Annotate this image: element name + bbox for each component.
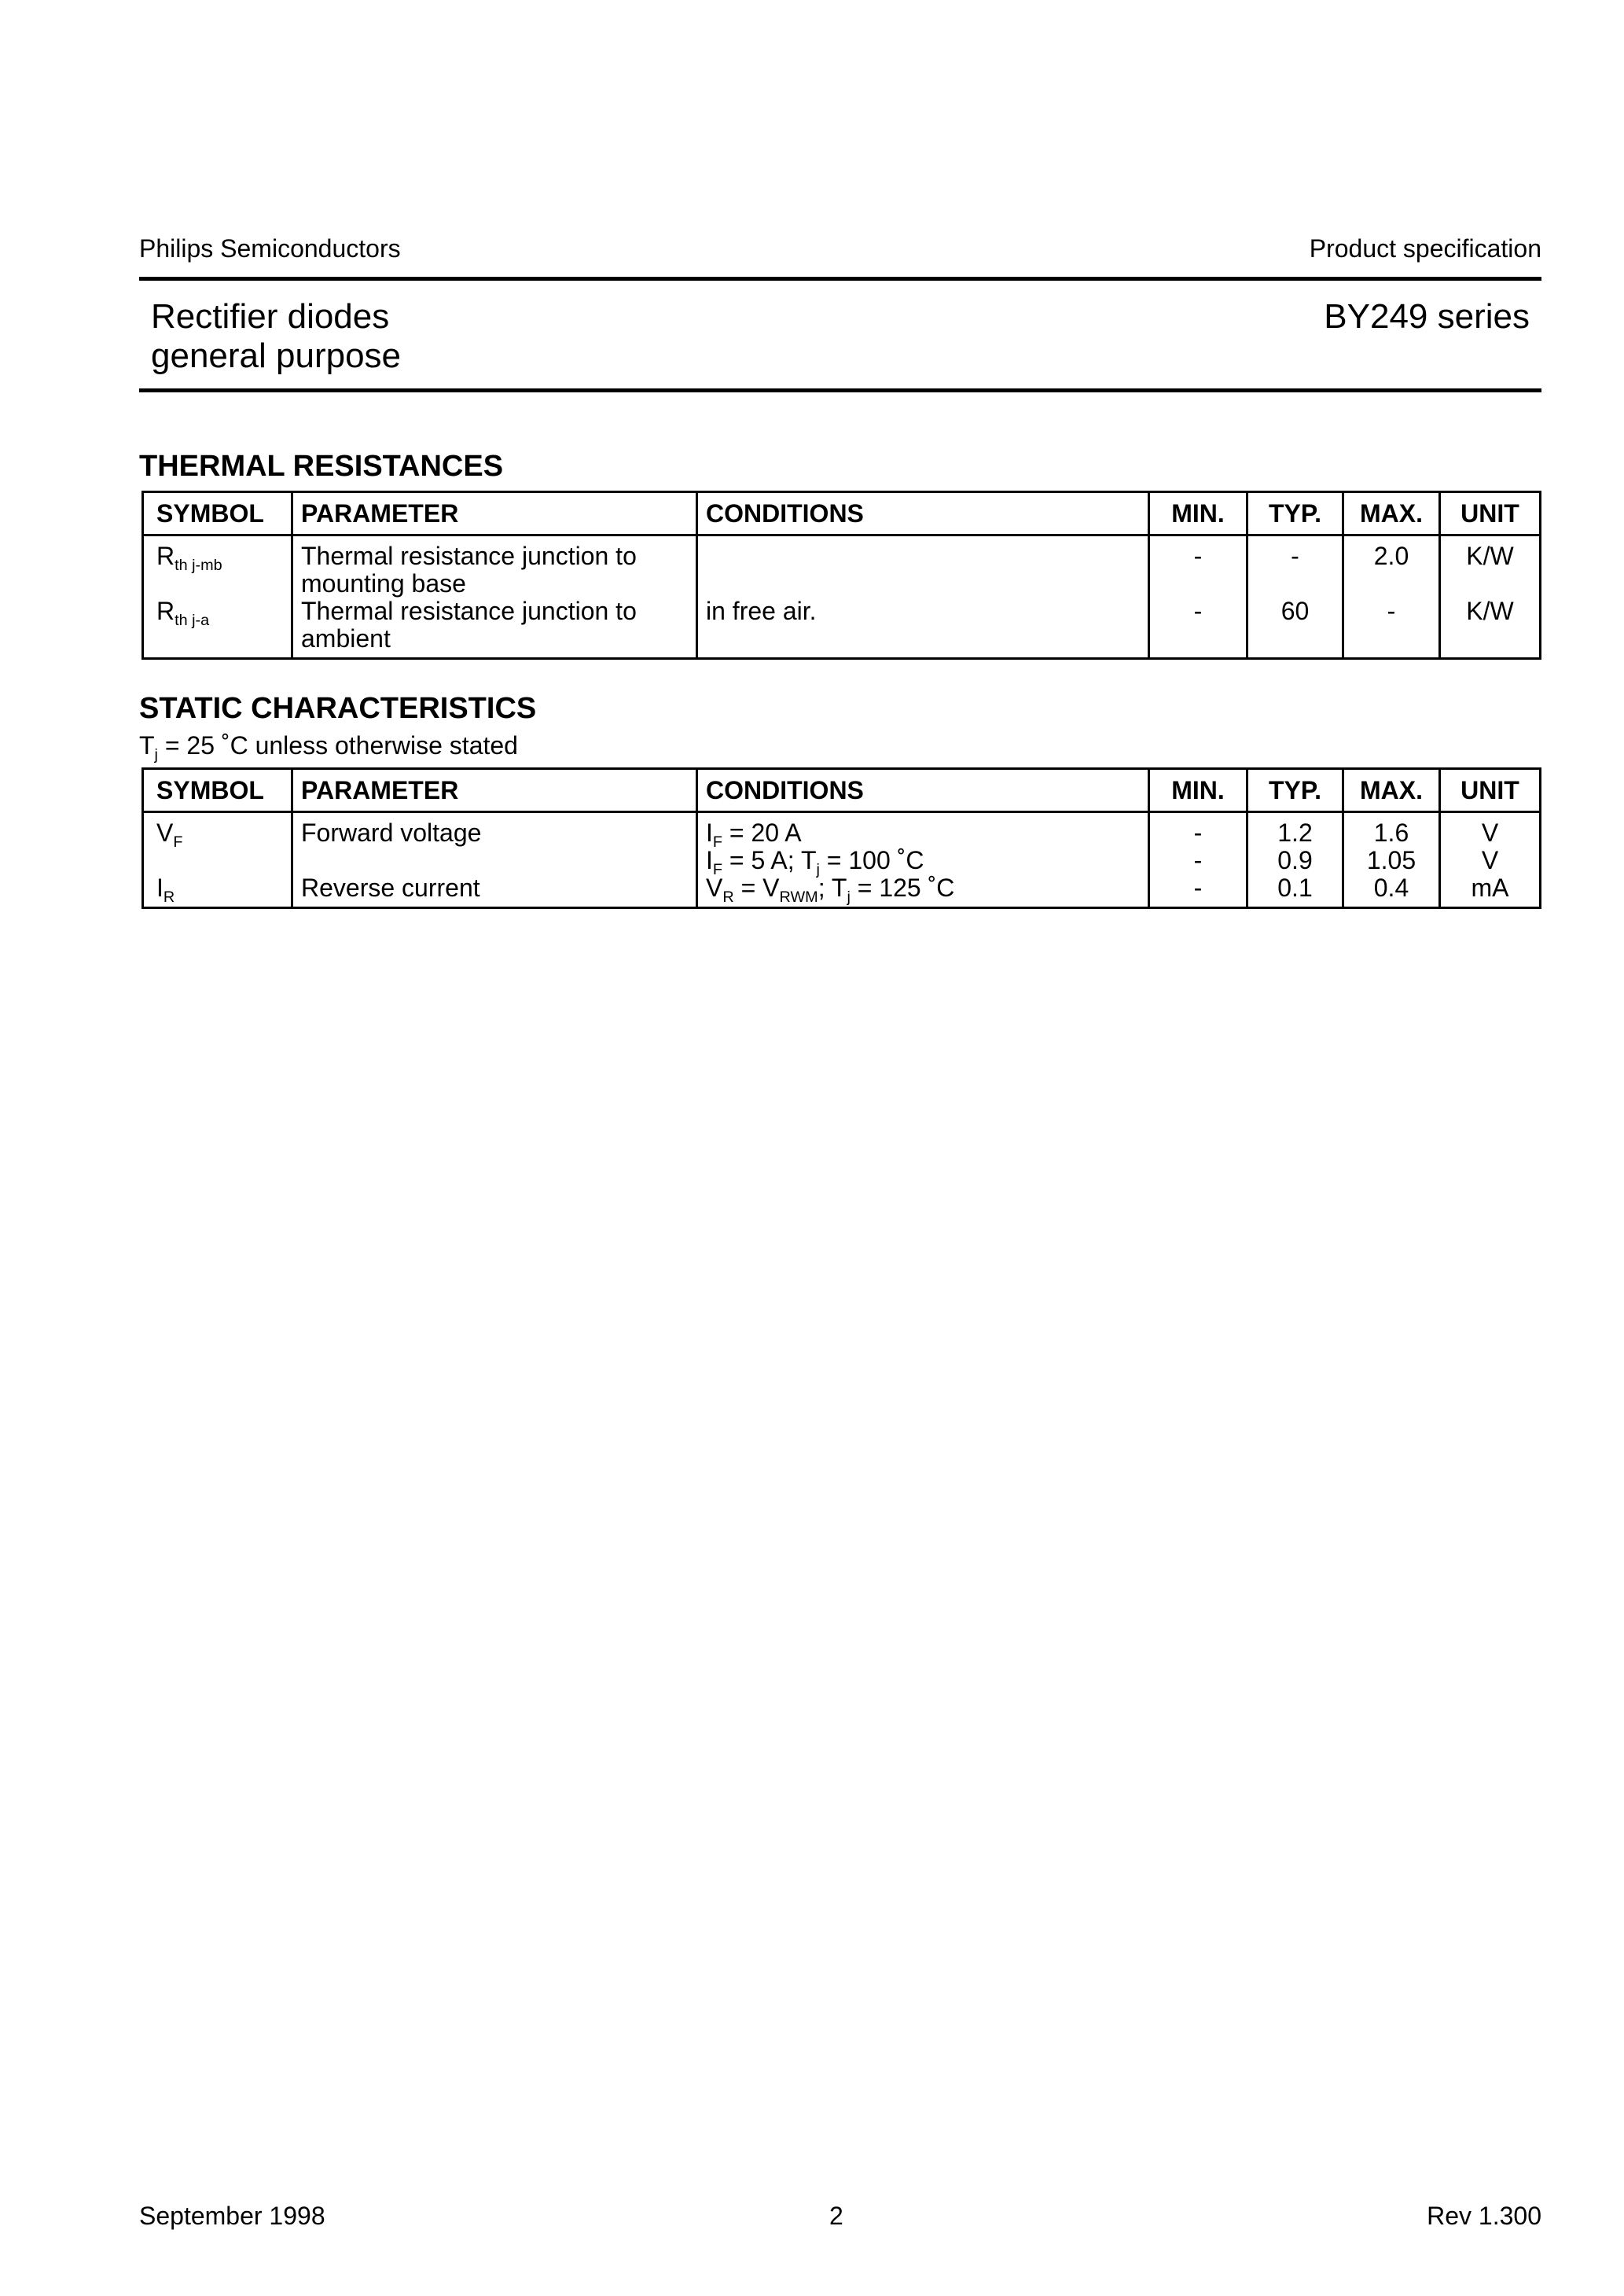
cell-max: 1.6 1.05 [1343,812,1440,875]
col-max: MAX. [1343,769,1440,812]
col-min: MIN. [1149,769,1247,812]
cell-min: - [1149,874,1247,908]
col-typ: TYP. [1247,769,1343,812]
header-rule-top [139,277,1541,281]
thermal-heading: THERMAL RESISTANCES [139,450,504,483]
cell-parameter: Thermal resistance junction to ambient [292,598,697,659]
table-row [143,535,1541,598]
cell-conditions: $V_R = V_{RWM}$; $T_j = 125$ ˚C [697,874,1149,908]
cell-typ: 1.2 0.9 [1247,812,1343,875]
cell-typ: 60 [1247,598,1343,659]
col-typ: TYP. [1247,492,1343,535]
static-heading: STATIC CHARACTERISTICS [139,692,537,725]
document-type: Product specification [1309,234,1541,263]
cell-parameter: Forward voltage [292,812,697,875]
cell-min: - [1149,535,1247,598]
static-table [141,767,1541,909]
footer-date: September 1998 [139,2202,325,2230]
cell-conditions [697,535,1149,598]
cell-unit: mA [1440,874,1541,908]
cell-symbol: $R_{th j-a}$ [143,598,292,659]
table-row [143,598,1541,659]
static-table-header [143,769,1541,812]
cell-max: 0.4 [1343,874,1440,908]
col-symbol: SYMBOL [143,492,292,535]
cell-typ: 0.1 [1247,874,1343,908]
product-title-line2: general purpose [151,337,402,375]
cell-symbol: $R_{th j-mb}$ [143,535,292,598]
cell-max: 2.0 [1343,535,1440,598]
thermal-table-header [143,492,1541,535]
company-name: Philips Semiconductors [139,234,401,263]
col-parameter: PARAMETER [292,492,697,535]
cell-min: - - [1149,812,1247,875]
cell-unit: K/W [1440,535,1541,598]
cell-symbol: $V_F$ [143,812,292,875]
col-unit: UNIT [1440,492,1541,535]
col-min: MIN. [1149,492,1247,535]
cell-symbol: $I_R$ [143,874,292,908]
product-series: BY249 series [1324,297,1530,336]
footer-revision: Rev 1.300 [1427,2202,1541,2230]
cell-parameter: Thermal resistance junction to mounting base [292,535,697,598]
footer-page-number: 2 [829,2202,843,2230]
cell-max: - [1343,598,1440,659]
col-unit: UNIT [1440,769,1541,812]
header-rule-bottom [139,388,1541,392]
cell-conditions: in free air. [697,598,1149,659]
thermal-table [141,491,1541,660]
table-row [143,812,1541,875]
cell-min: - [1149,598,1247,659]
cell-parameter: Reverse current [292,874,697,908]
col-symbol: SYMBOL [143,769,292,812]
cell-unit: V V [1440,812,1541,875]
table-row [143,874,1541,908]
col-conditions: CONDITIONS [697,769,1149,812]
cell-unit: K/W [1440,598,1541,659]
product-title-line1: Rectifier diodes [151,297,390,336]
static-note: $T_j = 25$ ˚C unless otherwise stated [139,731,518,763]
cell-conditions: $I_F = 20$ A $I_F = 5$ A; $T_j = 100$ ˚C [697,812,1149,875]
col-max: MAX. [1343,492,1440,535]
cell-typ: - [1247,535,1343,598]
col-parameter: PARAMETER [292,769,697,812]
col-conditions: CONDITIONS [697,492,1149,535]
